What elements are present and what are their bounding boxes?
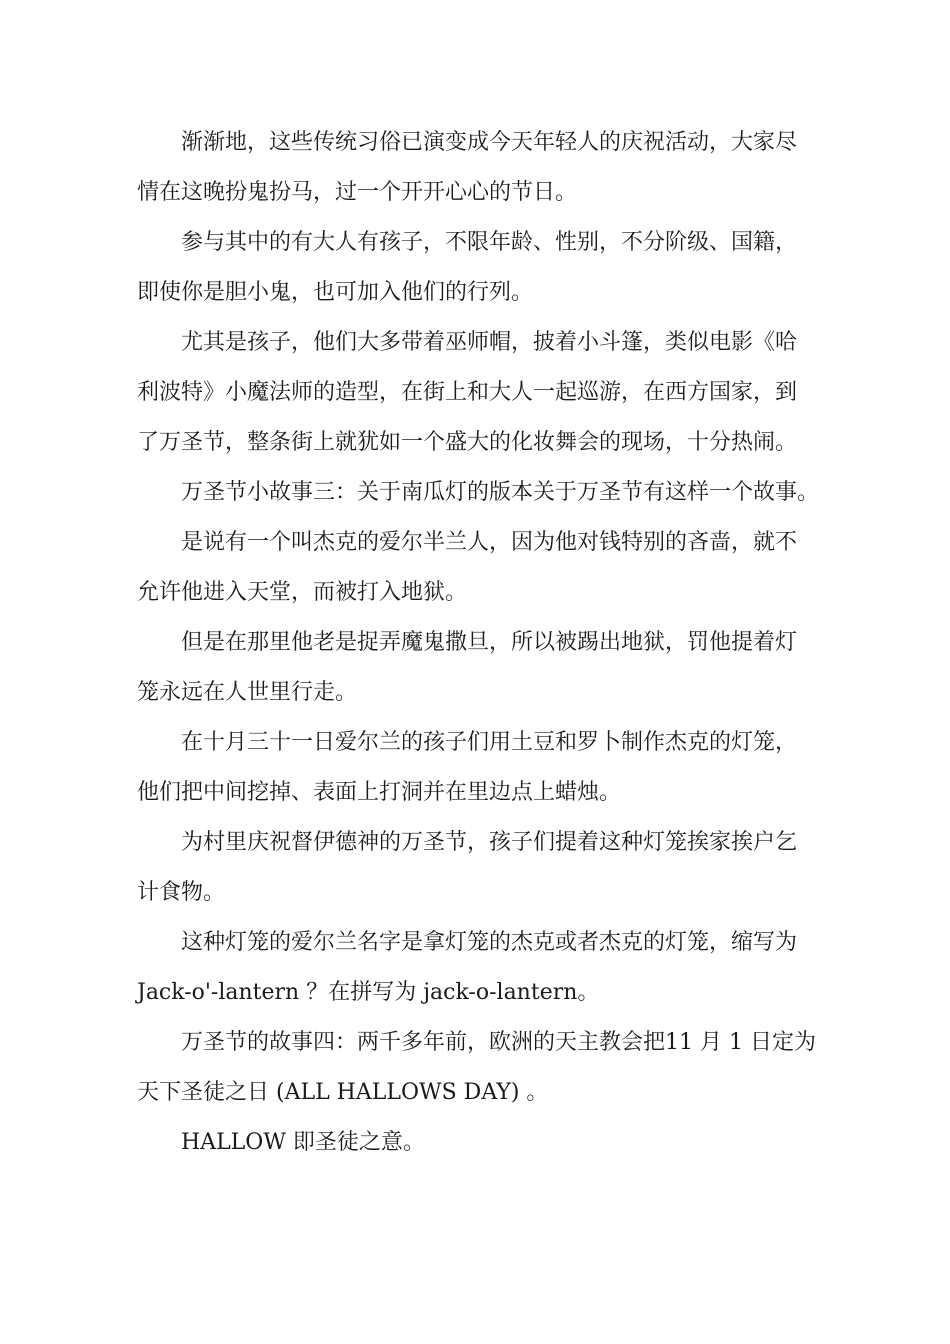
text-line: 了万圣节，整条街上就犹如一个盛大的化妆舞会的现场，十分热闹。 [137, 430, 798, 455]
text-line: 参与其中的有大人有孩子，不限年龄、性别，不分阶级、国籍， [181, 230, 798, 255]
text-line: 即使你是胆小鬼，也可加入他们的行列。 [137, 280, 534, 305]
text-line: 但是在那里他老是捉弄魔鬼撒旦，所以被踢出地狱，罚他提着灯 [181, 630, 798, 655]
text-line: 计食物。 [137, 880, 226, 905]
text-line: 万圣节的故事四：两千多年前，欧洲的天主教会把11 月 1 日定为 [181, 1030, 816, 1055]
text-line: 这种灯笼的爱尔兰名字是拿灯笼的杰克或者杰克的灯笼，缩写为 [181, 930, 798, 955]
text-line: 为村里庆祝督伊德神的万圣节，孩子们提着这种灯笼挨家挨户乞 [181, 830, 798, 855]
paragraph-7 [137, 718, 817, 818]
paragraph-5 [137, 518, 817, 618]
paragraph-6 [137, 618, 817, 718]
text-line: HALLOW 即圣徒之意。 [181, 1130, 425, 1155]
text-line: 允许他进入天堂，而被打入地狱。 [137, 580, 468, 605]
paragraph-9 [137, 918, 817, 1018]
paragraph-1 [137, 118, 817, 218]
document-body [137, 118, 820, 1168]
text-line: 在十月三十一日爱尔兰的孩子们用土豆和罗卜制作杰克的灯笼， [181, 730, 798, 755]
text-line: Jack-o'-lantern ？在拼写为 jack-o-lantern。 [137, 980, 600, 1005]
text-line: 他们把中间挖掉、表面上打洞并在里边点上蜡烛。 [137, 780, 622, 805]
paragraph-8 [137, 818, 817, 918]
text-line: 万圣节小故事三：关于南瓜灯的版本关于万圣节有这样一个故事。 [181, 480, 820, 505]
text-line: 笼永远在人世里行走。 [137, 680, 358, 705]
text-line: 情在这晚扮鬼扮马，过一个开开心心的节日。 [137, 180, 578, 205]
text-line: 天下圣徒之日 (ALL HALLOWS DAY) 。 [137, 1080, 549, 1105]
paragraph-3 [137, 318, 817, 468]
text-line: 是说有一个叫杰克的爱尔半兰人，因为他对钱特别的吝啬，就不 [181, 530, 798, 555]
paragraph-11 [137, 1118, 817, 1168]
paragraph-2 [137, 218, 817, 318]
text-line: 尤其是孩子，他们大多带着巫师帽，披着小斗篷，类似电影《哈 [181, 330, 798, 355]
paragraph-4 [137, 468, 820, 518]
text-line: 利波特》小魔法师的造型，在街上和大人一起巡游，在西方国家，到 [137, 380, 798, 405]
text-line: 渐渐地，这些传统习俗已演变成今天年轻人的庆祝活动，大家尽 [181, 130, 798, 155]
paragraph-10 [137, 1018, 817, 1118]
